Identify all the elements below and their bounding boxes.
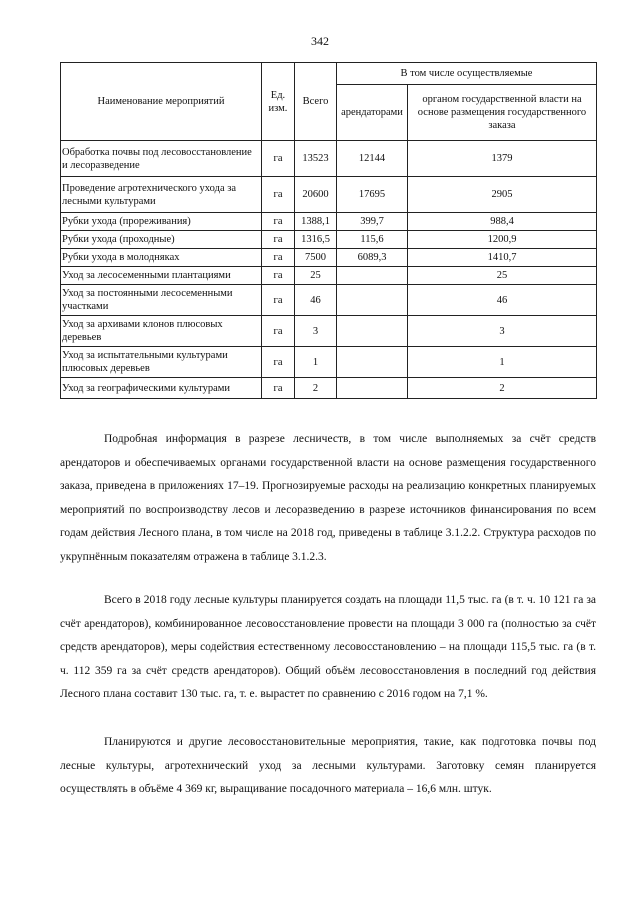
paragraph-2: Всего в 2018 году лесные культуры планируется создать на площади 11,5 тыс. га (в т. ч. 10 121 га за счёт арендаторов), комбинированное лесовосстановление провести на площади 3 000 га (полностью за счёт средств арендаторов), меры содействия естественному лесовосстановлению – на площади 115,5 тыс. га (в т. ч. 112 359 га за счёт средств арендаторов). Общий объём лесовосстановления в последний год действия Лесного плана составит 130 тыс. га, т. е. вырастет по сравнению с 2016 годом на 7,1 %. <box>60 594 596 700</box>
cell-name: Рубки ухода (проходные) <box>61 231 262 249</box>
cell-authority: 988,4 <box>408 213 597 231</box>
cell-total: 13523 <box>295 141 337 177</box>
cell-total: 3 <box>295 316 337 347</box>
cell-authority: 3 <box>408 316 597 347</box>
header-authority: органом государственной власти на основе размещения государственного заказа <box>408 85 597 141</box>
table-row <box>61 177 597 213</box>
cell-total: 46 <box>295 285 337 316</box>
header-group: В том числе осуществляемые <box>337 63 597 85</box>
table-row <box>61 141 597 177</box>
cell-tenants: 6089,3 <box>337 249 408 267</box>
cell-name: Уход за архивами клонов плюсовых деревьев <box>61 316 262 347</box>
cell-unit: га <box>262 285 295 316</box>
cell-name: Рубки ухода в молодняках <box>61 249 262 267</box>
cell-total: 1316,5 <box>295 231 337 249</box>
header-name: Наименование мероприятий <box>61 63 262 141</box>
cell-name: Рубки ухода (прореживания) <box>61 213 262 231</box>
cell-unit: га <box>262 347 295 378</box>
table-row <box>61 231 597 249</box>
cell-unit: га <box>262 231 295 249</box>
cell-authority: 1410,7 <box>408 249 597 267</box>
cell-total: 20600 <box>295 177 337 213</box>
cell-tenants <box>337 316 408 347</box>
cell-tenants <box>337 285 408 316</box>
cell-authority: 2905 <box>408 177 597 213</box>
cell-unit: га <box>262 213 295 231</box>
cell-authority: 1379 <box>408 141 597 177</box>
cell-name: Обработка почвы под лесовосстановление и лесоразведение <box>61 141 262 177</box>
cell-unit: га <box>262 378 295 399</box>
cell-name: Уход за географическими культурами <box>61 378 262 399</box>
header-tenants: арендаторами <box>337 85 408 141</box>
cell-tenants <box>337 267 408 285</box>
cell-unit: га <box>262 249 295 267</box>
cell-tenants: 17695 <box>337 177 408 213</box>
cell-tenants <box>337 378 408 399</box>
table-row <box>61 267 597 285</box>
cell-unit: га <box>262 141 295 177</box>
header-unit: Ед. изм. <box>262 63 295 141</box>
cell-total: 2 <box>295 378 337 399</box>
activities-table <box>60 62 597 399</box>
table-row <box>61 213 597 231</box>
cell-unit: га <box>262 267 295 285</box>
table-row <box>61 347 597 378</box>
cell-total: 25 <box>295 267 337 285</box>
cell-name: Проведение агротехнического ухода за лесными культурами <box>61 177 262 213</box>
cell-authority: 25 <box>408 267 597 285</box>
cell-authority: 1 <box>408 347 597 378</box>
table-row <box>61 285 597 316</box>
table-row <box>61 249 597 267</box>
paragraph-3: Планируются и другие лесовосстановительные мероприятия, такие, как подготовка почвы под лесные культуры, агротехнический уход за лесными культурами. Заготовку семян планируется осуществлять в объёме 4 369 кг, выращивание посадочного материала – 16,6 млн. штук. <box>60 736 596 795</box>
cell-total: 7500 <box>295 249 337 267</box>
cell-tenants: 12144 <box>337 141 408 177</box>
cell-total: 1388,1 <box>295 213 337 231</box>
cell-unit: га <box>262 316 295 347</box>
cell-unit: га <box>262 177 295 213</box>
cell-tenants <box>337 347 408 378</box>
cell-name: Уход за лесосеменными плантациями <box>61 267 262 285</box>
cell-tenants: 115,6 <box>337 231 408 249</box>
paragraph-1: Подробная информация в разрезе лесничеств, в том числе выполняемых за счёт средств арендаторов и обеспечиваемых органами государственной власти на основе размещения государственного заказа, приведена в приложениях 17–19. Прогнозируемые расходы на реализацию конкретных планируемых мероприятий по воспроизводству лесов и лесоразведению в разрезе источников финансирования по всем годам действия Лесного плана, в том числе на 2018 год, приведены в таблице 3.1.2.2. Структура расходов по укрупнённым показателям отражена в таблице 3.1.2.3. <box>60 433 596 563</box>
cell-name: Уход за постоянными лесосеменными участками <box>61 285 262 316</box>
header-total: Всего <box>295 63 337 141</box>
cell-authority: 2 <box>408 378 597 399</box>
table-row <box>61 316 597 347</box>
cell-total: 1 <box>295 347 337 378</box>
cell-name: Уход за испытательными культурами плюсовых деревьев <box>61 347 262 378</box>
cell-authority: 1200,9 <box>408 231 597 249</box>
cell-tenants: 399,7 <box>337 213 408 231</box>
page-number: 342 <box>311 34 329 48</box>
cell-authority: 46 <box>408 285 597 316</box>
table-row <box>61 378 597 399</box>
